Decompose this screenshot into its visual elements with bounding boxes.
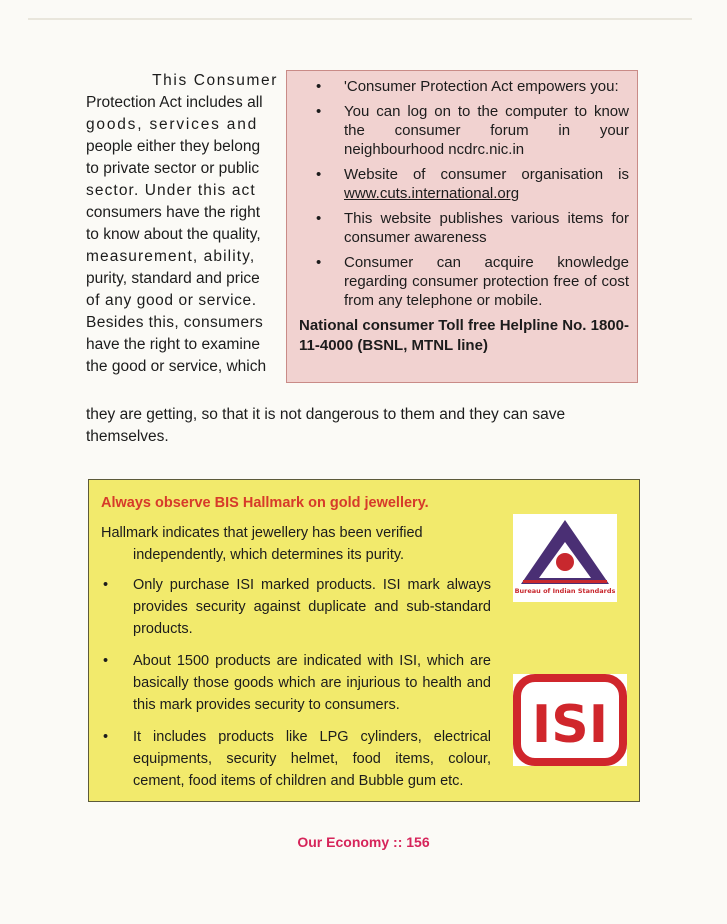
hallmark-list [101, 574, 491, 792]
hallmark-intro-line: independently, which determines its purity. [133, 547, 405, 563]
list-item-text: It includes products like LPG cylinders, electrical equipments, security helmet, food items, colour, cement, food items of children and Bubble gum etc. [133, 729, 491, 789]
isi-mark-graphic [511, 672, 629, 768]
list-item [101, 574, 491, 640]
main-line: goods, services and [86, 116, 259, 133]
bullet-icon: • [316, 210, 322, 227]
list-item [299, 165, 629, 203]
bullet-icon: • [103, 653, 109, 669]
main-line: This Consumer [152, 72, 278, 89]
isi-mark-text: ISI [531, 695, 609, 755]
list-item [299, 77, 629, 96]
hallmark-intro [101, 522, 491, 566]
main-paragraph-continuation [86, 404, 641, 448]
main-line: measurement, ability, [86, 248, 256, 265]
main-line: people either they belong [86, 138, 261, 155]
isi-mark-icon [511, 672, 629, 768]
main-line: sector. Under this act [86, 182, 256, 199]
hallmark-intro-line: Hallmark indicates that jewellery has been verified [101, 525, 423, 541]
list-item-text: This website publishes various items for consumer awareness [344, 210, 629, 246]
main-line: the good or service, which [86, 358, 267, 375]
list-item-text: You can log on to the computer to know the consumer forum in your neighbourhood ncdrc.nic.in [344, 103, 629, 158]
consumer-rights-box [286, 70, 638, 383]
main-line: to know about the quality, [86, 226, 261, 243]
list-item-text: About 1500 products are indicated with ISI, which are basically those goods which are injurious to health and this mark provides security to consumers. [133, 653, 491, 713]
bullet-icon: • [103, 577, 109, 593]
bullet-icon: • [316, 78, 322, 95]
bullet-icon: • [316, 254, 322, 271]
main-line: of any good or service. [86, 292, 257, 309]
consumer-rights-list [299, 77, 629, 310]
helpline-number: National consumer Toll free Helpline No. 1800-11-4000 (BSNL, MTNL line) [299, 317, 629, 354]
list-item-text: Only purchase ISI marked products. ISI mark always provides security against duplicate and sub-standard products. [133, 577, 491, 637]
main-line: have the right to examine [86, 336, 261, 353]
bullet-icon: • [103, 729, 109, 745]
list-item-text: Consumer can acquire knowledge regarding consumer protection free of cost from any telephone or mobile. [344, 254, 629, 309]
list-item [299, 209, 629, 247]
hallmark-title: Always observe BIS Hallmark on gold jewellery. [101, 495, 429, 511]
main-line: Protection Act includes all [86, 94, 263, 111]
main-paragraph-left-column [86, 70, 278, 378]
bullet-icon: • [316, 103, 322, 120]
list-item [299, 102, 629, 159]
page-footer: Our Economy :: 156 [297, 834, 430, 850]
list-item-text: 'Consumer Protection Act empowers you: [344, 78, 619, 95]
bis-logo-text: Bureau of Indian Standards [514, 587, 616, 595]
bullet-icon: • [316, 166, 322, 183]
main-line: themselves. [86, 428, 169, 445]
list-item [299, 253, 629, 310]
list-item [101, 726, 491, 792]
list-item [101, 650, 491, 716]
page-top-edge [28, 18, 692, 20]
hallmark-info-box [88, 479, 640, 802]
main-line: to private sector or public [86, 160, 260, 177]
main-line: Besides this, consumers [86, 314, 264, 331]
main-line: they are getting, so that it is not dangerous to them and they can save [86, 406, 566, 423]
list-item-text: Website of consumer organisation is [344, 166, 629, 183]
main-line: consumers have the right [86, 204, 261, 221]
bis-logo-icon [513, 514, 617, 602]
main-line: purity, standard and price [86, 270, 260, 287]
cuts-website-link[interactable]: www.cuts.international.org [344, 185, 520, 202]
bis-logo-graphic [513, 514, 617, 602]
